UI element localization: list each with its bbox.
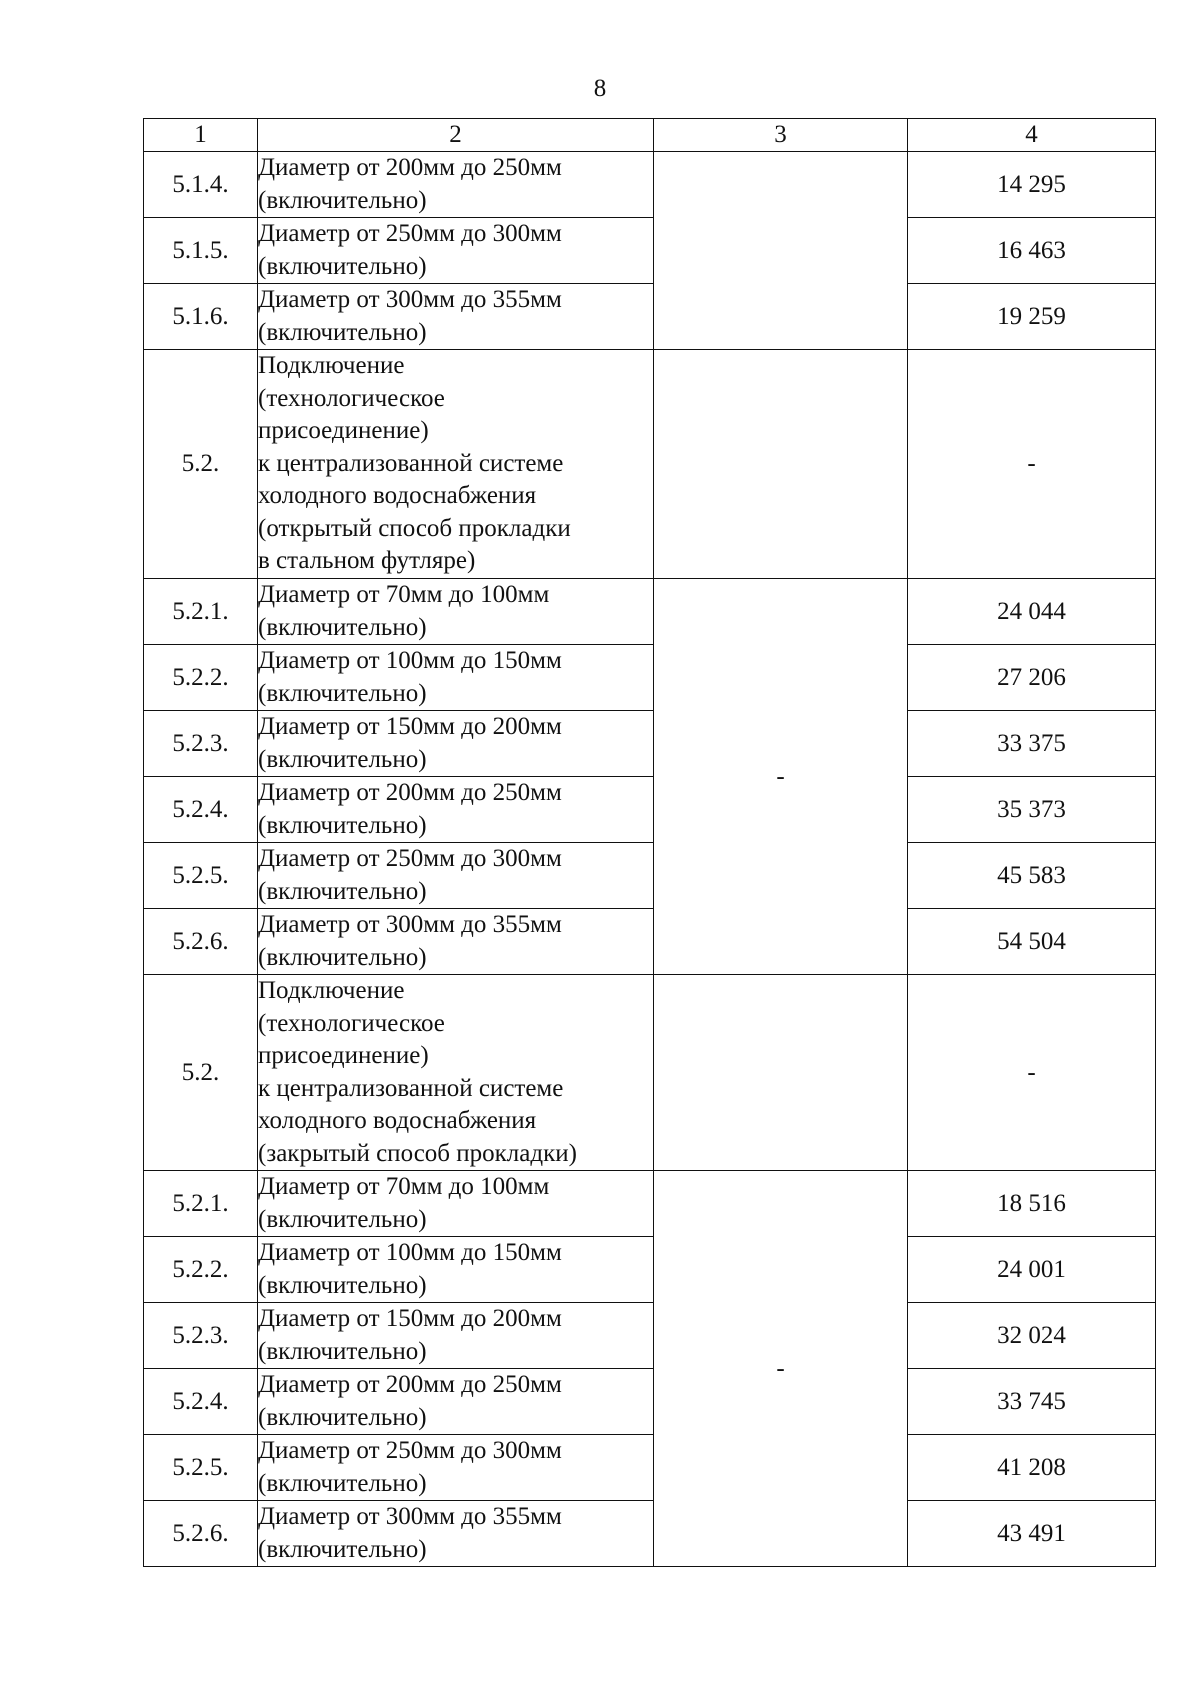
- description-cell: [258, 645, 654, 711]
- description-line: (закрытый способ прокладки): [258, 1139, 577, 1167]
- description-cell: [258, 1369, 654, 1435]
- table-row: [144, 909, 1156, 975]
- item-number: 5.2.6.: [144, 909, 258, 975]
- description-line: (включительно): [258, 1337, 427, 1365]
- description-cell: [258, 843, 654, 909]
- tariff-value: 35 373: [908, 777, 1156, 843]
- description-cell: [258, 284, 654, 350]
- description-line: (технологическое: [258, 384, 445, 412]
- description-line: Диаметр от 70мм до 100мм: [258, 1173, 550, 1200]
- tariff-value: 33 375: [908, 711, 1156, 777]
- tariff-value: 43 491: [908, 1501, 1156, 1567]
- description-line: присоединение): [258, 417, 429, 444]
- description-cell: [258, 350, 654, 579]
- item-number: 5.1.4.: [144, 152, 258, 218]
- description-line: (включительно): [258, 679, 427, 707]
- table-row: [144, 579, 1156, 645]
- column-3-cell: -: [654, 579, 908, 975]
- description-line: (включительно): [258, 613, 427, 641]
- table-row: [144, 1369, 1156, 1435]
- item-number: 5.2.5.: [144, 843, 258, 909]
- table-row: [144, 1303, 1156, 1369]
- item-number: 5.2.4.: [144, 777, 258, 843]
- item-number: 5.2.2.: [144, 645, 258, 711]
- item-number: 5.2.1.: [144, 579, 258, 645]
- table-header: [144, 119, 1156, 152]
- tariff-value: 54 504: [908, 909, 1156, 975]
- description-cell: [258, 1237, 654, 1303]
- description-line: холодного водоснабжения: [258, 1107, 537, 1134]
- description-line: присоединение): [258, 1042, 429, 1069]
- section-number: 5.2.: [144, 350, 258, 579]
- description-cell: [258, 579, 654, 645]
- description-cell: [258, 975, 654, 1171]
- item-number: 5.2.2.: [144, 1237, 258, 1303]
- tariff-value: 32 024: [908, 1303, 1156, 1369]
- description-line: Подключение: [258, 352, 405, 379]
- description-line: Диаметр от 300мм до 355мм: [258, 286, 562, 313]
- column-3-cell: [654, 975, 908, 1171]
- tariff-value: 24 044: [908, 579, 1156, 645]
- tariff-value: 27 206: [908, 645, 1156, 711]
- tariff-table: [143, 118, 1156, 1567]
- item-number: 5.2.3.: [144, 711, 258, 777]
- tariff-value: 18 516: [908, 1171, 1156, 1237]
- description-line: (включительно): [258, 745, 427, 773]
- description-line: Диаметр от 200мм до 250мм: [258, 779, 562, 806]
- description-line: (открытый способ прокладки: [258, 514, 571, 542]
- description-line: (включительно): [258, 1535, 427, 1563]
- table-row: [144, 1171, 1156, 1237]
- description-line: Диаметр от 200мм до 250мм: [258, 154, 562, 181]
- item-number: 5.1.6.: [144, 284, 258, 350]
- description-line: (включительно): [258, 1469, 427, 1497]
- tariff-value: 19 259: [908, 284, 1156, 350]
- description-line: (включительно): [258, 318, 427, 346]
- table-body: [144, 152, 1156, 1567]
- table-row: [144, 284, 1156, 350]
- table-row: [144, 1501, 1156, 1567]
- description-line: к централизованной системе: [258, 449, 564, 477]
- description-line: (включительно): [258, 877, 427, 905]
- description-line: к централизованной системе: [258, 1074, 564, 1102]
- item-number: 5.2.3.: [144, 1303, 258, 1369]
- section-header-row: [144, 975, 1156, 1171]
- tariff-value: 14 295: [908, 152, 1156, 218]
- description-cell: [258, 152, 654, 218]
- column-header-2: 2: [258, 119, 654, 152]
- tariff-value: 41 208: [908, 1435, 1156, 1501]
- description-line: Диаметр от 300мм до 355мм: [258, 911, 562, 938]
- description-line: (включительно): [258, 1271, 427, 1299]
- description-line: (включительно): [258, 1403, 427, 1431]
- tariff-value: 33 745: [908, 1369, 1156, 1435]
- description-line: (технологическое: [258, 1009, 445, 1037]
- table-row: [144, 843, 1156, 909]
- column-header-1: 1: [144, 119, 258, 152]
- section-number: 5.2.: [144, 975, 258, 1171]
- item-number: 5.2.5.: [144, 1435, 258, 1501]
- table-row: [144, 1435, 1156, 1501]
- column-3-cell: [654, 350, 908, 579]
- description-cell: [258, 909, 654, 975]
- description-cell: [258, 1501, 654, 1567]
- table-row: [144, 645, 1156, 711]
- description-line: (включительно): [258, 186, 427, 214]
- table-row: [144, 218, 1156, 284]
- description-line: (включительно): [258, 1205, 427, 1233]
- table-row: [144, 711, 1156, 777]
- description-line: Диаметр от 250мм до 300мм: [258, 845, 562, 872]
- table-row: [144, 152, 1156, 218]
- column-header-3: 3: [654, 119, 908, 152]
- item-number: 5.1.5.: [144, 218, 258, 284]
- item-number: 5.2.6.: [144, 1501, 258, 1567]
- description-line: (включительно): [258, 252, 427, 280]
- description-line: Диаметр от 200мм до 250мм: [258, 1371, 562, 1398]
- description-line: Диаметр от 70мм до 100мм: [258, 581, 550, 608]
- tariff-value: 45 583: [908, 843, 1156, 909]
- item-number: 5.2.4.: [144, 1369, 258, 1435]
- description-line: холодного водоснабжения: [258, 482, 537, 509]
- description-line: Подключение: [258, 977, 405, 1004]
- description-line: Диаметр от 300мм до 355мм: [258, 1503, 562, 1530]
- section-header-row: [144, 350, 1156, 579]
- description-cell: [258, 711, 654, 777]
- description-line: (включительно): [258, 811, 427, 839]
- description-cell: [258, 1171, 654, 1237]
- description-line: Диаметр от 250мм до 300мм: [258, 1437, 562, 1464]
- description-line: Диаметр от 100мм до 150мм: [258, 647, 562, 674]
- header-row: [144, 119, 1156, 152]
- column-header-4: 4: [908, 119, 1156, 152]
- description-line: (включительно): [258, 943, 427, 971]
- tariff-value: 24 001: [908, 1237, 1156, 1303]
- table-row: [144, 777, 1156, 843]
- tariff-value: 16 463: [908, 218, 1156, 284]
- description-cell: [258, 1435, 654, 1501]
- description-cell: [258, 777, 654, 843]
- description-line: Диаметр от 100мм до 150мм: [258, 1239, 562, 1266]
- description-line: Диаметр от 250мм до 300мм: [258, 220, 562, 247]
- description-cell: [258, 218, 654, 284]
- page-number: 8: [593, 75, 607, 102]
- item-number: 5.2.1.: [144, 1171, 258, 1237]
- tariff-value: -: [908, 350, 1156, 579]
- description-cell: [258, 1303, 654, 1369]
- description-line: Диаметр от 150мм до 200мм: [258, 713, 562, 740]
- tariff-value: -: [908, 975, 1156, 1171]
- description-line: Диаметр от 150мм до 200мм: [258, 1305, 562, 1332]
- column-3-cell: [654, 152, 908, 350]
- table-row: [144, 1237, 1156, 1303]
- column-3-cell: -: [654, 1171, 908, 1567]
- description-line: в стальном футляре): [258, 547, 476, 574]
